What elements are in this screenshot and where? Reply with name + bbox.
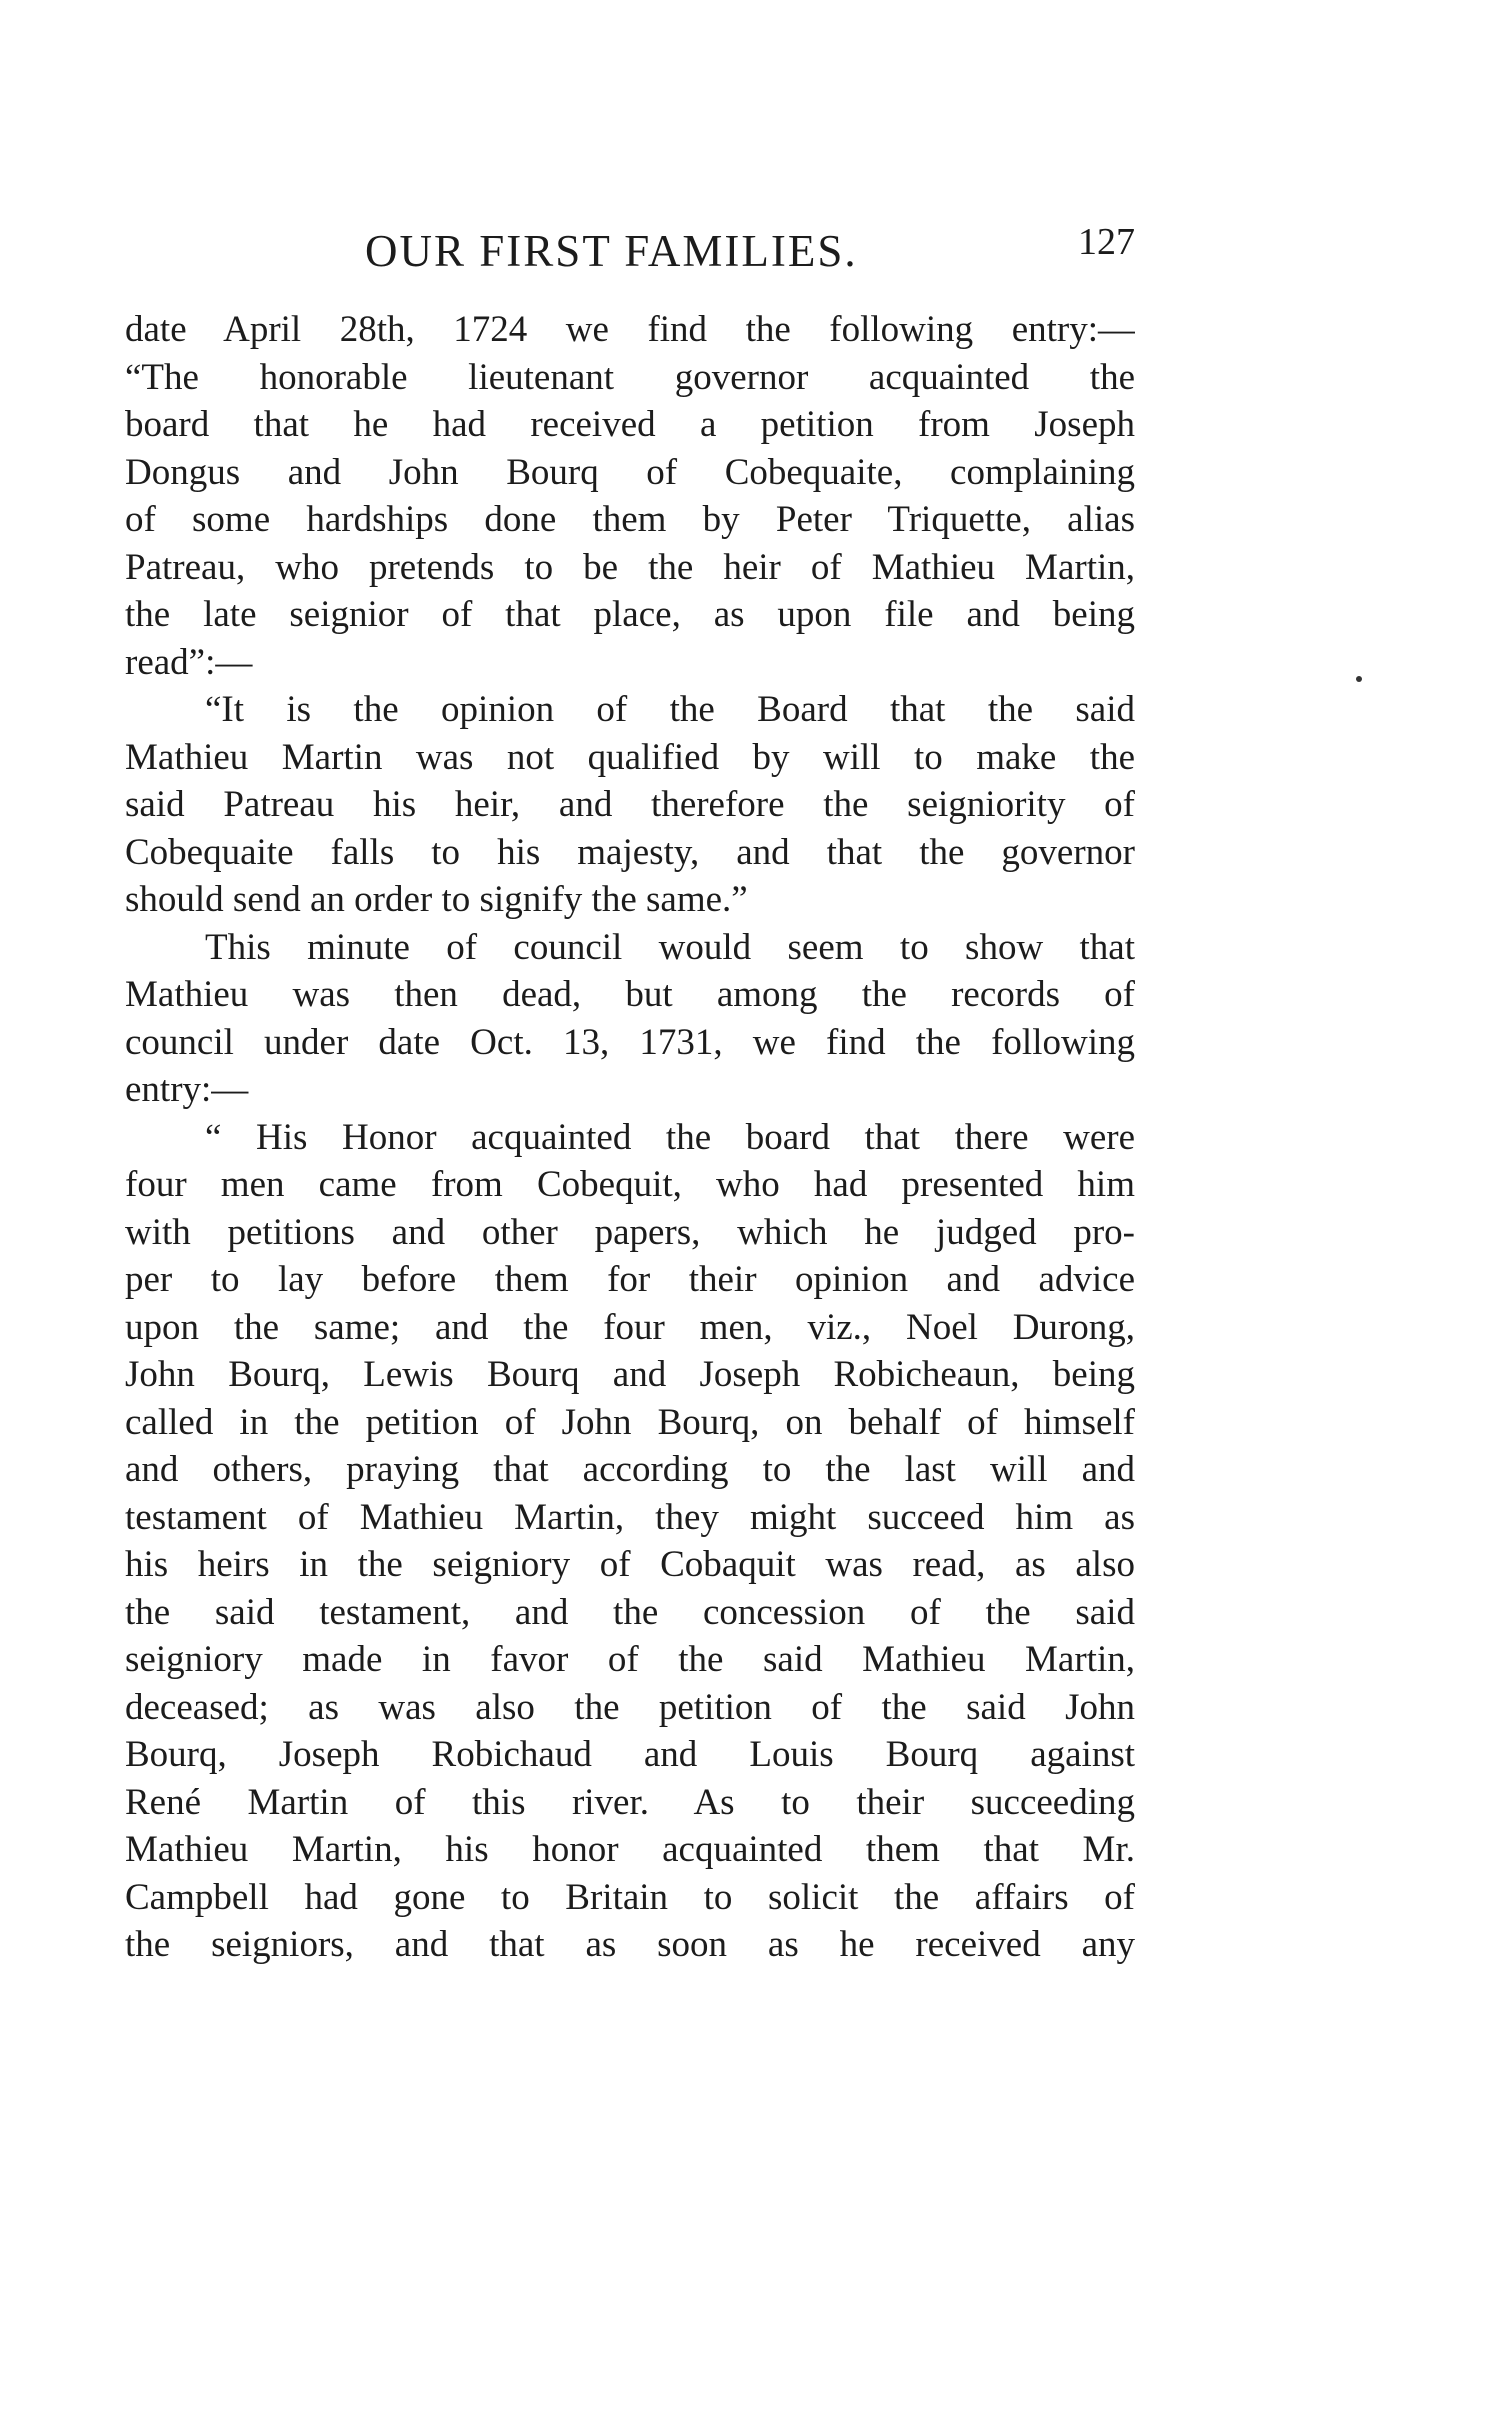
text-line: testament of Mathieu Martin, they might succeed him as <box>125 1496 1135 1538</box>
running-head <box>125 214 1135 284</box>
text-line: entry:— <box>125 1069 249 1110</box>
page-number: 127 <box>1078 221 1135 263</box>
text-line: This minute of council would seem to show that <box>205 926 1135 968</box>
text-line: and others, praying that according to the last will and <box>125 1449 1135 1490</box>
ink-speck <box>1356 676 1362 682</box>
text-line: Campbell had gone to Britain to solicit the affairs of <box>125 1876 1135 1918</box>
text-line: Patreau, who pretends to be the heir of Mathieu Martin, <box>125 546 1135 588</box>
running-title: OUR FIRST FAMILIES. <box>365 226 858 276</box>
text-line: Mathieu Martin, his honor acquainted them that Mr. <box>125 1829 1135 1870</box>
text-line: his heirs in the seigniory of Cobaquit was read, as also <box>125 1544 1135 1585</box>
text-line: of some hardships done them by Peter Triquette, alias <box>125 499 1135 540</box>
text-line: upon the same; and the four men, viz., Noel Durong, <box>125 1306 1135 1348</box>
text-line: John Bourq, Lewis Bourq and Joseph Robicheaun, being <box>125 1354 1135 1395</box>
text-line: Mathieu Martin was not qualified by will to make the <box>125 736 1135 778</box>
text-line: Mathieu was then dead, but among the records of <box>125 974 1135 1015</box>
text-line: said Patreau his heir, and therefore the seigniority of <box>125 784 1135 825</box>
text-line: Dongus and John Bourq of Cobequaite, complaining <box>125 451 1135 493</box>
text-line: called in the petition of John Bourq, on behalf of himself <box>125 1401 1135 1443</box>
text-line: council under date Oct. 13, 1731, we find the following <box>125 1021 1135 1063</box>
body-text <box>125 306 1135 1969</box>
text-line: board that he had received a petition from Joseph <box>125 404 1135 445</box>
text-line: should send an order to signify the same.” <box>125 879 748 920</box>
text-line: deceased; as was also the petition of the said John <box>125 1686 1135 1728</box>
text-line: the seigniors, and that as soon as he received any <box>125 1924 1135 1965</box>
text-line: the late seignior of that place, as upon file and being <box>125 594 1135 635</box>
text-line: read”:— <box>125 641 253 683</box>
text-line: per to lay before them for their opinion and advice <box>125 1259 1135 1300</box>
text-line: “The honorable lieutenant governor acquainted the <box>125 356 1135 398</box>
text-line: René Martin of this river. As to their succeeding <box>125 1781 1135 1823</box>
text-line: with petitions and other papers, which he judged pro- <box>125 1211 1135 1253</box>
text-line: “It is the opinion of the Board that the said <box>205 689 1135 730</box>
text-line: Bourq, Joseph Robichaud and Louis Bourq against <box>125 1734 1135 1775</box>
text-line: the said testament, and the concession of the said <box>125 1591 1135 1633</box>
text-line: date April 28th, 1724 we find the following entry:— <box>125 309 1135 350</box>
text-line: seigniory made in favor of the said Mathieu Martin, <box>125 1639 1135 1680</box>
text-line: “ His Honor acquainted the board that there were <box>205 1116 1135 1158</box>
text-line: Cobequaite falls to his majesty, and that the governor <box>125 831 1135 873</box>
text-line: four men came from Cobequit, who had presented him <box>125 1164 1135 1205</box>
